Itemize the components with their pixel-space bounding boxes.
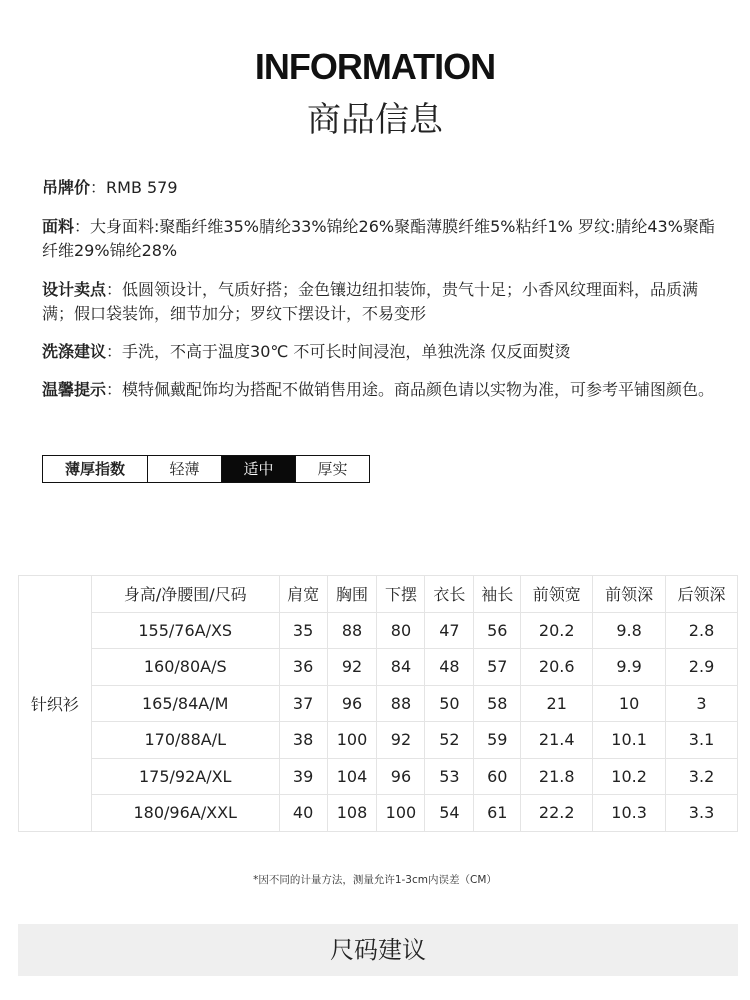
size-table-category: 针织衫: [19, 576, 92, 832]
measure-cell: 3.2: [666, 758, 738, 795]
measure-cell: 10: [593, 685, 666, 722]
measure-cell: 92: [327, 649, 377, 686]
measure-cell: 57: [474, 649, 521, 686]
measure-cell: 48: [425, 649, 474, 686]
measure-cell: 52: [425, 722, 474, 759]
size-table-header: 后领深: [666, 576, 738, 613]
info-design: [42, 278, 722, 326]
measure-cell: 36: [279, 649, 327, 686]
size-table-header-row: [19, 576, 738, 613]
tips-key: 温馨提示: [42, 380, 107, 399]
measure-cell: 20.6: [521, 649, 593, 686]
size-cell: 180/96A/XXL: [91, 795, 279, 832]
info-washing: [42, 340, 722, 364]
size-table-header: 袖长: [474, 576, 521, 613]
measure-cell: 84: [377, 649, 425, 686]
info-fabric: [42, 215, 722, 263]
measure-cell: 10.1: [593, 722, 666, 759]
table-row: [19, 649, 738, 686]
measure-cell: 56: [474, 612, 521, 649]
measure-cell: 2.8: [666, 612, 738, 649]
table-row: [19, 758, 738, 795]
measure-cell: 96: [377, 758, 425, 795]
measure-cell: 100: [377, 795, 425, 832]
thickness-option-medium: 适中: [221, 456, 295, 482]
size-table: [18, 575, 738, 832]
size-table-header: 胸围: [327, 576, 377, 613]
measure-cell: 21.4: [521, 722, 593, 759]
fabric-key: 面料: [42, 217, 75, 236]
measure-cell: 3.3: [666, 795, 738, 832]
measure-cell: 3.1: [666, 722, 738, 759]
thickness-option-thick: 厚实: [295, 456, 369, 482]
size-table-header: 肩宽: [279, 576, 327, 613]
size-table-header: 下摆: [377, 576, 425, 613]
thickness-scale: [42, 455, 370, 483]
price-key: 吊牌价: [42, 178, 91, 197]
size-advice-banner: 尺码建议: [18, 924, 738, 976]
price-value: ：RMB 579: [90, 178, 178, 197]
size-table-header: 身高/净腰围/尺码: [91, 576, 279, 613]
measure-cell: 35: [279, 612, 327, 649]
fabric-value: ：大身面料:聚酯纤维35%腈纶33%锦纶26%聚酯薄膜纤维5%粘纤1% 罗纹:腈纶43%聚酯纤维29%锦纶28%: [42, 217, 715, 260]
measure-cell: 58: [474, 685, 521, 722]
info-price: [42, 176, 722, 200]
measure-cell: 21: [521, 685, 593, 722]
measure-cell: 96: [327, 685, 377, 722]
washing-value: ：手洗，不高于温度30℃ 不可长时间浸泡，单独洗涤 仅反面熨烫: [106, 342, 571, 361]
table-row: [19, 612, 738, 649]
tips-value: ：模特佩戴配饰均为搭配不做销售用途。商品颜色请以实物为准，可参考平铺图颜色。: [106, 380, 715, 399]
thickness-option-light: 轻薄: [147, 456, 221, 482]
measure-cell: 47: [425, 612, 474, 649]
size-cell: 170/88A/L: [91, 722, 279, 759]
table-row: [19, 795, 738, 832]
measure-cell: 100: [327, 722, 377, 759]
size-cell: 155/76A/XS: [91, 612, 279, 649]
title-cn: 商品信息: [307, 100, 443, 140]
measure-cell: 9.8: [593, 612, 666, 649]
title-en: INFORMATION: [254, 46, 496, 87]
design-key: 设计卖点: [42, 280, 107, 299]
table-row: [19, 722, 738, 759]
measure-cell: 10.3: [593, 795, 666, 832]
measure-cell: 92: [377, 722, 425, 759]
measure-cell: 59: [474, 722, 521, 759]
size-table-header: 衣长: [425, 576, 474, 613]
measure-cell: 88: [377, 685, 425, 722]
design-value: ：低圆领设计，气质好搭；金色镶边纽扣装饰，贵气十足；小香风纹理面料，品质满满；假口袋装饰，细节加分；罗纹下摆设计，不易变形: [42, 280, 699, 323]
table-row: [19, 685, 738, 722]
size-table-header: 前领宽: [521, 576, 593, 613]
measure-cell: 38: [279, 722, 327, 759]
measure-cell: 88: [327, 612, 377, 649]
size-table-header: 前领深: [593, 576, 666, 613]
measure-cell: 108: [327, 795, 377, 832]
measure-cell: 3: [666, 685, 738, 722]
measure-cell: 40: [279, 795, 327, 832]
measure-cell: 20.2: [521, 612, 593, 649]
size-cell: 175/92A/XL: [91, 758, 279, 795]
info-tips: [42, 378, 722, 402]
measure-cell: 2.9: [666, 649, 738, 686]
measure-cell: 104: [327, 758, 377, 795]
measure-cell: 22.2: [521, 795, 593, 832]
measure-cell: 37: [279, 685, 327, 722]
measure-cell: 54: [425, 795, 474, 832]
measure-cell: 61: [474, 795, 521, 832]
measure-cell: 53: [425, 758, 474, 795]
size-cell: 165/84A/M: [91, 685, 279, 722]
measure-cell: 39: [279, 758, 327, 795]
measure-cell: 10.2: [593, 758, 666, 795]
washing-key: 洗涤建议: [42, 342, 107, 361]
thickness-label: 薄厚指数: [64, 460, 125, 478]
size-cell: 160/80A/S: [91, 649, 279, 686]
measure-cell: 21.8: [521, 758, 593, 795]
measure-cell: 50: [425, 685, 474, 722]
measure-cell: 80: [377, 612, 425, 649]
measure-cell: 60: [474, 758, 521, 795]
measure-cell: 9.9: [593, 649, 666, 686]
measurement-note: *因不同的计量方法，测量允许1-3cm内误差（CM）: [253, 874, 497, 886]
